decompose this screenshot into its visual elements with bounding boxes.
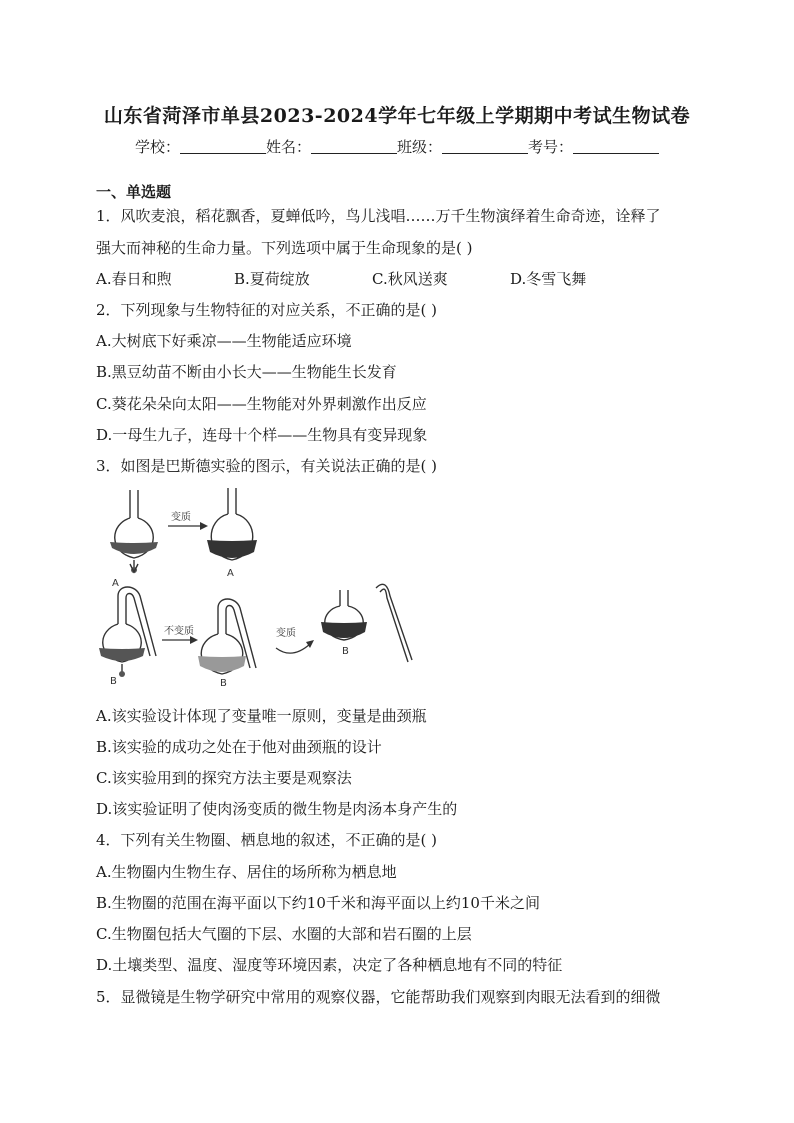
class-label: 班级： [397,138,443,156]
flask-a-label-right: A [227,568,234,579]
arrow-nochange-b [162,636,198,644]
flask-b-label-right: B [342,646,349,657]
q1-stem-line1: 1．风吹麦浪，稻花飘香，夏蝉低吟，鸟儿浅唱……万千生物演绎着生命奇迹，诠释了 [96,207,661,225]
q5-stem-line1: 5．显微镜是生物学研究中常用的观察仪器，它能帮助我们观察到肉眼无法看到的细微 [96,988,661,1006]
q3-option-b: B.该实验的成功之处在于他对曲颈瓶的设计 [96,738,382,756]
flask-b-label-left: B [110,676,117,687]
q2-option-d: D.一母生九子，连母十个样——生物具有变异现象 [96,426,428,444]
q1-option-a: A.春日和煦 [96,270,172,288]
q3-option-a: A.该实验设计体现了变量唯一原则，变量是曲颈瓶 [96,707,427,725]
page-title: 山东省菏泽市单县2023-2024学年七年级上学期期中考试生物试卷 [103,105,691,127]
student-info [0,136,794,157]
pasteur-experiment-figure [96,484,426,689]
q4-option-d: D.土壤类型、温度、湿度等环境因素，决定了各种栖息地有不同的特征 [96,956,563,974]
number-blank [573,139,659,154]
school-blank [180,139,266,154]
flask-b-tilted-spoiled [321,584,412,662]
q1-options [96,268,716,289]
flask-a-heated [110,490,158,573]
flask-a-spoiled [207,488,257,560]
flask-b-heated [99,587,156,677]
flask-b-unspoiled [198,599,256,674]
q2-option-c: C.葵花朵朵向太阳——生物能对外界刺激作出反应 [96,395,427,413]
arrow-change-b [276,640,314,653]
label-change-b: 变质 [276,628,296,639]
q4-stem: 4．下列有关生物圈、栖息地的叙述，不正确的是( ) [96,831,438,849]
section-heading: 一、单选题 [96,183,172,201]
q3-stem: 3．如图是巴斯德实验的图示，有关说法正确的是( ) [96,457,438,475]
label-nochange: 不变质 [164,626,194,637]
q1-option-b: B.夏荷绽放 [234,270,310,288]
name-blank [311,139,397,154]
q4-option-c: C.生物圈包括大气圈的下层、水圈的大部和岩石圈的上层 [96,925,472,943]
q1-option-d: D.冬雪飞舞 [510,270,587,288]
q1-option-c: C.秋风送爽 [372,270,448,288]
q4-option-a: A.生物圈内生物生存、居住的场所称为栖息地 [96,863,397,881]
label-change-a: 变质 [171,512,191,523]
q3-option-c: C.该实验用到的探究方法主要是观察法 [96,769,352,787]
class-blank [442,139,528,154]
name-label: 姓名： [265,138,311,156]
flask-b-label-middle: B [220,678,227,689]
arrow-change-a [168,522,208,530]
q2-stem: 2．下列现象与生物特征的对应关系，不正确的是( ) [96,301,438,319]
q4-option-b: B.生物圈的范围在海平面以下约10千米和海平面以上约10千米之间 [96,894,540,912]
q2-option-a: A.大树底下好乘凉——生物能适应环境 [96,332,352,350]
school-label: 学校： [134,138,180,156]
q1-stem-line2: 强大而神秘的生命力量。下列选项中属于生命现象的是( ) [96,239,473,257]
q2-option-b: B.黑豆幼苗不断由小长大——生物能生长发育 [96,363,397,381]
q3-option-d: D.该实验证明了使肉汤变质的微生物是肉汤本身产生的 [96,800,458,818]
number-label: 考号： [528,138,574,156]
flask-a-label-left: A [112,578,119,589]
